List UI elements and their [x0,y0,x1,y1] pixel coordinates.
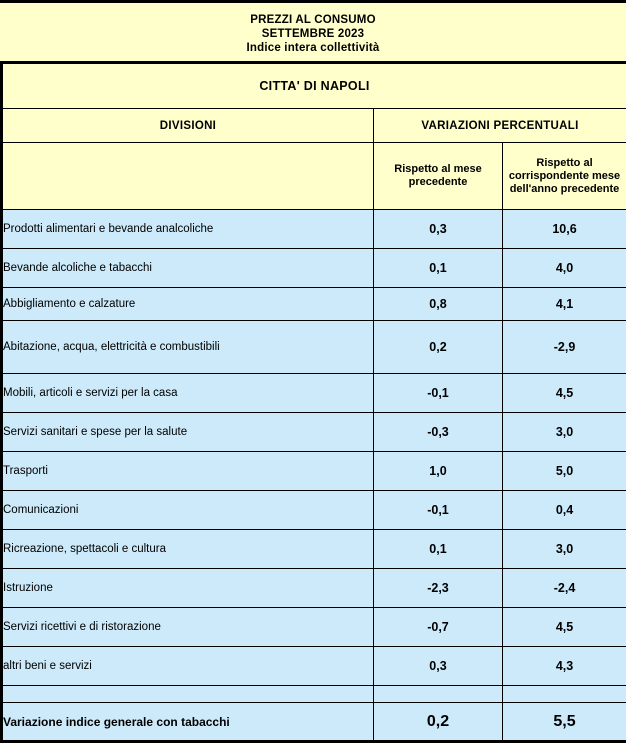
table-row [2,288,626,321]
row-value-year: 4,1 [503,288,626,321]
table-row [2,452,626,491]
row-value-month: 0,3 [374,210,503,249]
spacer-cell-year [503,686,626,703]
column-subheader-row [2,143,626,210]
row-value-year: 4,0 [503,249,626,288]
row-value-month: -0,1 [374,374,503,413]
row-value-month: 0,1 [374,249,503,288]
row-label: Servizi sanitari e spese per la salute [2,413,374,452]
row-label: Trasporti [2,452,374,491]
title-line-3: Indice intera collettività [246,41,379,55]
row-value-year: 0,4 [503,491,626,530]
total-row [2,703,626,742]
header-variations: VARIAZIONI PERCENTUALI [374,109,626,143]
spacer-row [2,686,626,703]
table-row [2,608,626,647]
price-index-table [0,61,626,743]
header-divisions: DIVISIONI [2,109,374,143]
total-value-month: 0,2 [374,703,503,742]
subheader-blank [2,143,374,210]
row-label: Mobili, articoli e servizi per la casa [2,374,374,413]
row-value-month: 0,3 [374,647,503,686]
row-value-year: 5,0 [503,452,626,491]
row-label: Bevande alcoliche e tabacchi [2,249,374,288]
spacer-cell-label [2,686,374,703]
table-row [2,413,626,452]
row-value-month: 0,2 [374,321,503,374]
row-value-year: 10,6 [503,210,626,249]
row-value-month: -0,1 [374,491,503,530]
row-label: Abitazione, acqua, elettricità e combustibili [2,321,374,374]
row-value-month: -2,3 [374,569,503,608]
title-line-1: PREZZI AL CONSUMO [250,13,375,27]
city-header-row [2,63,626,109]
row-label: Prodotti alimentari e bevande analcoliche [2,210,374,249]
row-value-month: -0,7 [374,608,503,647]
row-value-month: 0,8 [374,288,503,321]
total-value-year: 5,5 [503,703,626,742]
table-row [2,530,626,569]
row-label: Servizi ricettivi e di ristorazione [2,608,374,647]
row-label: Comunicazioni [2,491,374,530]
row-value-year: 4,5 [503,374,626,413]
title-line-2: SETTEMBRE 2023 [262,27,365,41]
row-label: altri beni e servizi [2,647,374,686]
subheader-vs-previous-month: Rispetto al mese precedente [374,143,503,210]
total-label: Variazione indice generale con tabacchi [2,703,374,742]
table-row [2,210,626,249]
table-row [2,569,626,608]
table-row [2,249,626,288]
row-label: Ricreazione, spettacoli e cultura [2,530,374,569]
table-row [2,647,626,686]
row-value-year: 4,3 [503,647,626,686]
table-body [2,63,626,742]
city-header-cell: CITTA' DI NAPOLI [2,63,626,109]
subheader-vs-previous-year: Rispetto al corrispondente mese dell'anno precedente [503,143,626,210]
row-value-year: -2,4 [503,569,626,608]
row-value-year: 4,5 [503,608,626,647]
row-value-year: 3,0 [503,530,626,569]
row-label: Abbigliamento e calzature [2,288,374,321]
row-value-month: -0,3 [374,413,503,452]
row-value-year: -2,9 [503,321,626,374]
row-label: Istruzione [2,569,374,608]
spacer-cell-month [374,686,503,703]
table-row [2,374,626,413]
title-block [0,0,626,61]
row-value-month: 0,1 [374,530,503,569]
row-value-month: 1,0 [374,452,503,491]
column-group-header-row [2,109,626,143]
table-row [2,321,626,374]
table-row [2,491,626,530]
row-value-year: 3,0 [503,413,626,452]
